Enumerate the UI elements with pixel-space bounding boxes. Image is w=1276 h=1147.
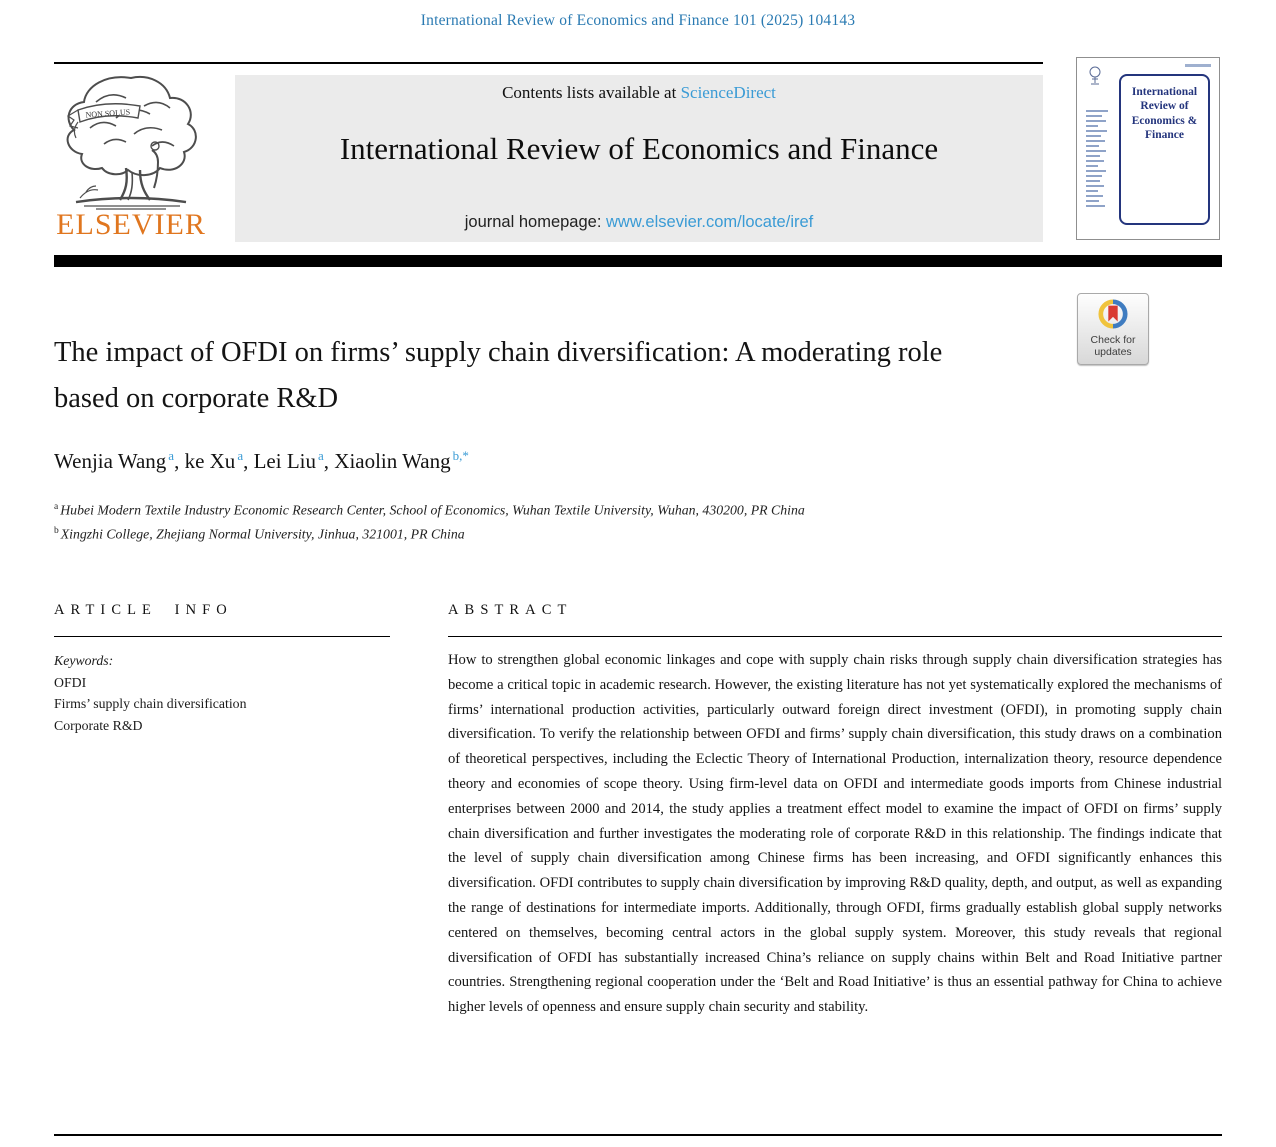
sciencedirect-link[interactable]: ScienceDirect [680,83,776,102]
cover-issn-line [1185,64,1211,67]
journal-citation: International Review of Economics and Finance 101 (2025) 104143 [420,12,856,29]
homepage-line [235,213,1043,232]
article-title: The impact of OFDI on firms’ supply chain diversification: A moderating role based on corporate R&D [54,337,943,414]
affiliation-list [54,497,805,544]
homepage-link[interactable]: www.elsevier.com/locate/iref [606,213,814,231]
keywords-block [54,650,390,736]
author-list [54,448,469,474]
author-affil-sup: a [237,448,244,463]
cover-title-box [1119,74,1210,225]
journal-cover-thumbnail [1076,57,1220,240]
affiliation: $^b$ Xingzhi College, Zhejiang Normal University, Jinhua, 321001, PR China [54,525,465,542]
cover-title: International Review of Economics & Finance [1131,86,1198,142]
contents-prefix: Contents lists available at [502,83,681,102]
author-affil-sup: b,* [452,448,469,463]
keyword-item: Corporate R&D [54,717,143,733]
elsevier-logo [40,72,222,242]
elsevier-wordmark: ELSEVIER [56,208,206,241]
check-for-updates-badge[interactable] [1077,293,1149,365]
journal-banner [235,75,1043,242]
elsevier-tree-icon [56,72,206,210]
abstract-text: How to strengthen global economic linkages and cope with supply chain risks through supply chain diversification strategies has become a critical topic in academic research. However, the existing literature has not yet systematically explored the mechanisms of firms’ international production activities, particularly outward foreign direct investment (OFDI), in promoting supply chain diversification. To verify the relationship between OFDI and firms’ supply chain diversification, this study draws on a combination of theoretical perspectives, including the Eclectic Theory of International Production, internalization theory, resource dependence theory and economies of scope theory. Using firm-level data on OFDI and intermediate goods imports from Chinese industrial enterprises between 2000 and 2014, the study applies a treatment effect model to examine the impact of OFDI on firms’ supply chain diversification and further investigates the moderating role of corporate R&D in this relationship. The findings indicate that the level of supply chain diversification among Chinese firms has been increasing, and OFDI significantly enhances this diversification. OFDI contributes to supply chain diversification by improving R&D quality, depth, and output, as well as expanding the range of destinations for intermediate imports. Additionally, through OFDI, firms gradually establish global supply networks centered on themselves, becoming central actors in the global supply system. Moreover, this study reveals that regional diversification of OFDI has substantially increased China’s reliance on supply chains within Belt and Road Initiative partner countries. Strengthening regional cooperation under the ‘Belt and Road Initiative’ is thus an essential pathway for China to achieve higher levels of openness and ensure supply chain security and stability. [448,652,1222,1016]
header-divider-bar [54,255,1222,267]
badge-label-line2: updates [1094,346,1132,359]
article-info-rule [54,636,390,637]
badge-label-line1: Check for [1090,334,1136,346]
homepage-prefix: journal homepage: [464,213,606,231]
keyword-item: OFDI [54,674,87,690]
check-updates-icon [1098,299,1128,329]
non-solus-banner-text: NON SOLUS [85,107,131,120]
author: Wenjia Wang $^a$, [54,448,185,473]
journal-title: International Review of Economics and Finance [339,131,939,166]
author-affil-sup: a [318,448,324,463]
keyword-item: Firms’ supply chain diversification [54,696,247,711]
article-info-heading: ARTICLE INFO [54,602,233,618]
cover-elsevier-mark-icon [1087,66,1103,86]
author: Xiaolin Wang $^{b,*}$ [334,448,469,473]
affiliation: $^a$ Hubei Modern Textile Industry Economic Research Center, School of Economics, Wuhan Textile University, Wuhan, 430200, PR China [54,502,805,518]
author: ke Xu $^a$, [184,448,254,473]
contents-line [235,83,1043,103]
author-affil-sup: a [168,448,175,463]
author: Lei Liu $^a$, [253,448,335,473]
abstract-rule [448,636,1222,637]
page-bottom-rule [54,1134,1222,1136]
cover-editor-list [1086,110,1110,210]
keywords-label: Keywords: [54,653,114,668]
abstract-heading: ABSTRACT [448,602,573,618]
header-top-rule [54,62,1043,64]
